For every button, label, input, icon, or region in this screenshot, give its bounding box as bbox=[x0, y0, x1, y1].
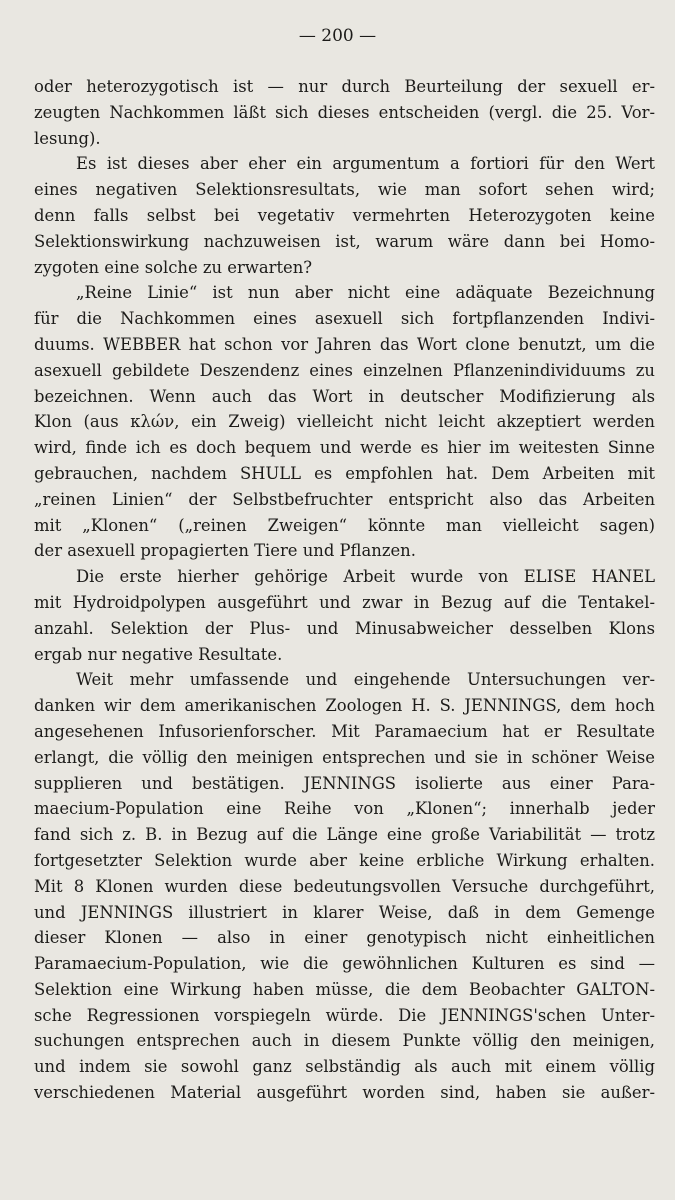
text-line: lesung). bbox=[34, 128, 101, 148]
text-line: Es ist dieses aber eher ein argumentum a fortiori für den Wert bbox=[76, 154, 655, 174]
text-line: duums. WEBBER hat schon vor Jahren das Wort clone benutzt, um die bbox=[34, 334, 655, 354]
text-line: und indem sie sowohl ganz selbständig als auch mit einem völlig bbox=[34, 1057, 655, 1077]
text-line: mit Hydroidpolypen ausgeführt und zwar in Bezug auf die Tentakel- bbox=[34, 592, 655, 612]
text-line: gebrauchen, nachdem SHULL es empfohlen hat. Dem Arbeiten mit bbox=[34, 463, 655, 483]
body-text bbox=[34, 74, 655, 1106]
text-line: fortgesetzter Selektion wurde aber keine erbliche Wirkung erhalten. bbox=[34, 850, 655, 870]
text-line: „Reine Linie“ ist nun aber nicht eine adäquate Bezeichnung bbox=[76, 283, 655, 303]
text-line: zygoten eine solche zu erwarten? bbox=[34, 257, 313, 277]
text-line: und JENNINGS illustriert in klarer Weise, daß in dem Gemenge bbox=[34, 902, 655, 922]
text-line: anzahl. Selektion der Plus- und Minusabweicher desselben Klons bbox=[34, 618, 655, 638]
text-line: verschiedenen Material ausgeführt worden sind, haben sie außer- bbox=[34, 1083, 655, 1103]
text-line: sche Regressionen vorspiegeln würde. Die JENNINGS'schen Unter- bbox=[34, 1005, 655, 1025]
text-line: Klon (aus κλών, ein Zweig) vielleicht nicht leicht akzeptiert werden bbox=[34, 412, 655, 432]
text-line: Selektionswirkung nachzuweisen ist, warum wäre dann bei Homo- bbox=[34, 231, 655, 251]
text-line: Selektion eine Wirkung haben müsse, die dem Beobachter GALTON- bbox=[34, 979, 655, 999]
text-line: der asexuell propagierten Tiere und Pflanzen. bbox=[34, 541, 416, 561]
text-line: bezeichnen. Wenn auch das Wort in deutscher Modifizierung als bbox=[34, 386, 655, 406]
text-line: ergab nur negative Resultate. bbox=[34, 644, 283, 664]
text-line: maecium-Population eine Reihe von „Klonen“; innerhalb jeder bbox=[34, 799, 655, 819]
text-line: danken wir dem amerikanischen Zoologen H. S. JENNINGS, dem hoch bbox=[34, 696, 655, 716]
text-line: Mit 8 Klonen wurden diese bedeutungsvollen Versuche durchgeführt, bbox=[34, 876, 655, 896]
text-line: asexuell gebildete Deszendenz eines einzelnen Pflanzenindividuums zu bbox=[34, 360, 655, 380]
text-line: Die erste hierher gehörige Arbeit wurde von ELISE HANEL bbox=[76, 567, 655, 587]
text-line: mit „Klonen“ („reinen Zweigen“ könnte man vielleicht sagen) bbox=[34, 515, 655, 535]
text-line: „reinen Linien“ der Selbstbefruchter entspricht also das Arbeiten bbox=[34, 489, 655, 509]
text-line: denn falls selbst bei vegetativ vermehrten Heterozygoten keine bbox=[34, 205, 655, 225]
text-line: eines negativen Selektionsresultats, wie man sofort sehen wird; bbox=[34, 180, 655, 200]
text-line: suchungen entsprechen auch in diesem Punkte völlig den meinigen, bbox=[34, 1031, 655, 1051]
text-line: fand sich z. B. in Bezug auf die Länge eine große Variabilität — trotz bbox=[34, 825, 655, 845]
text-line: Paramaecium-Population, wie die gewöhnlichen Kulturen es sind — bbox=[34, 954, 655, 974]
page-number: — 200 — bbox=[298, 26, 377, 46]
text-line: zeugten Nachkommen läßt sich dieses entscheiden (vergl. die 25. Vor- bbox=[34, 102, 655, 122]
text-line: dieser Klonen — also in einer genotypisch nicht einheitlichen bbox=[34, 928, 655, 948]
text-line: supplieren und bestätigen. JENNINGS isolierte aus einer Para- bbox=[34, 773, 655, 793]
text-line: für die Nachkommen eines asexuell sich fortpflanzenden Indivi- bbox=[34, 309, 655, 329]
text-line: erlangt, die völlig den meinigen entsprechen und sie in schöner Weise bbox=[34, 747, 655, 767]
text-line: angesehenen Infusorienforscher. Mit Paramaecium hat er Resultate bbox=[34, 721, 655, 741]
text-line: wird, finde ich es doch bequem und werde es hier im weitesten Sinne bbox=[34, 438, 655, 458]
text-line: oder heterozygotisch ist — nur durch Beurteilung der sexuell er- bbox=[34, 77, 655, 96]
text-line: Weit mehr umfassende und eingehende Untersuchungen ver- bbox=[76, 670, 655, 690]
